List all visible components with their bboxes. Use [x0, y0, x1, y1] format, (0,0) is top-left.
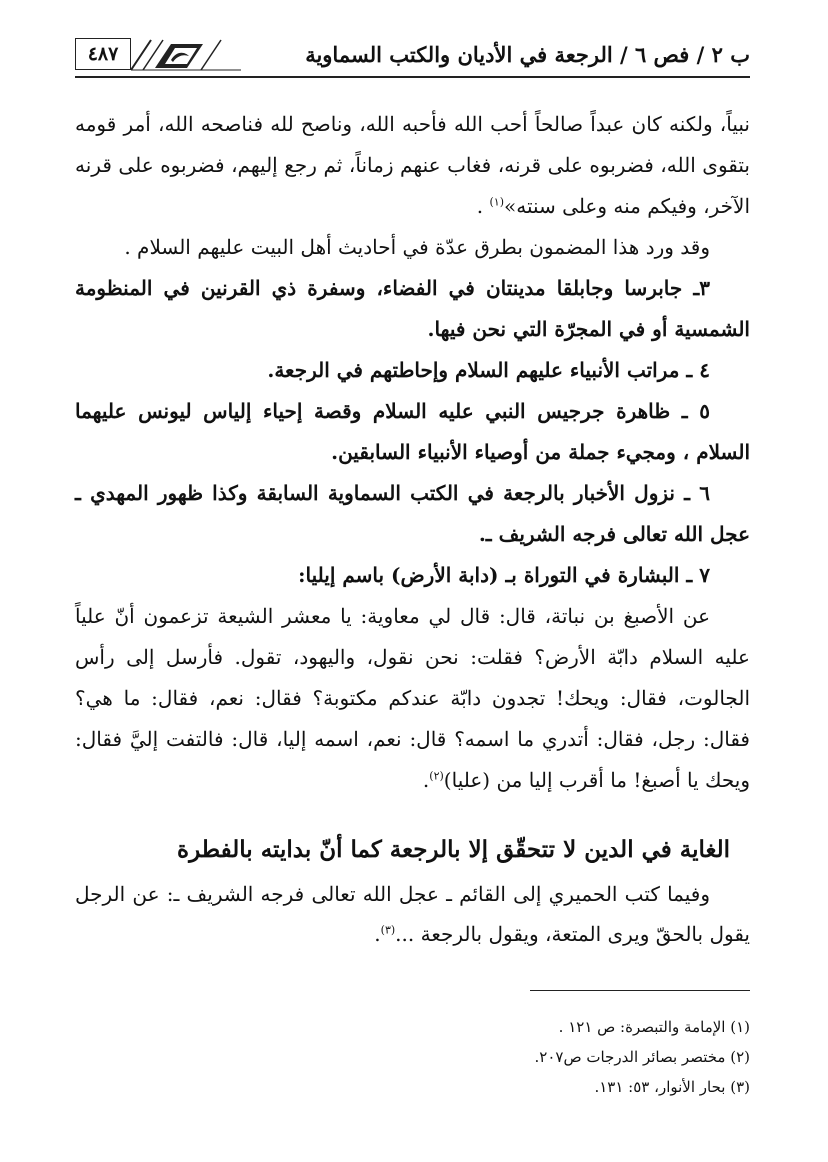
section-text: [75, 874, 750, 954]
paragraph-2: وقد ورد هذا المضمون بطرق عدّة في أحاديث أهل البيت عليهم السلام .: [124, 235, 710, 259]
paragraph-9: وفيما كتب الحميري إلى القائم ـ عجل الله تعالى فرجه الشريف ـ: عن الرجل يقول بالحقّ ويرى المتعة، ويقول بالرجعة ...$^{(٣)}$.: [75, 882, 750, 946]
list-item-7: ٧ ـ البشارة في التوراة بـ (دابة الأرض) باسم إيليا:: [298, 563, 710, 587]
list-item-6: ٦ ـ نزول الأخبار بالرجعة في الكتب السماوية السابقة وكذا ظهور المهدي ـ عجل الله تعالى فرجه الشريف ـ.: [75, 481, 750, 546]
footnote-divider: [530, 990, 750, 991]
page-header: [75, 36, 750, 78]
footnote-ref-1: (١): [489, 195, 504, 209]
list-item-5: ٥ ـ ظاهرة جرجيس النبي عليه السلام وقصة إحياء إلياس ليونس عليهما السلام ، ومجيء جملة من أوصياء الأنبياء السابقين.: [75, 399, 750, 464]
main-text: [75, 104, 750, 801]
footnote-2: (٢) مختصر بصائر الدرجات ص٢٠٧.: [534, 1048, 750, 1066]
list-item-3: ٣ـ جابرسا وجابلقا مدينتان في الفضاء، وسفرة ذي القرنين في المنظومة الشمسية أو في المجرّة التي نحن فيها.: [75, 276, 750, 341]
running-title: ب ٢ / فص ٦ / الرجعة في الأديان والكتب السماوية: [305, 42, 750, 67]
footnotes: [350, 1012, 750, 1102]
page-number: ٤٨٧: [75, 38, 131, 70]
ornament-icon: [131, 38, 241, 72]
section-heading: الغاية في الدين لا تتحقّق إلا بالرجعة كما أنّ بدايته بالفطرة: [177, 836, 730, 863]
paragraph-8: عن الأصبغ بن نباتة، قال: قال لي معاوية: يا معشر الشيعة تزعمون أنّ علياً عليه السلام دابّة الأرض؟ فقلت: نحن نقول، واليهود، تقول. فأرسل إلى رأس الجالوت، فقال: ويحك! تجدون دابّة عندكم مكتوبة؟ فقال: نعم، فقال: ما هي؟ فقال: رجل، فقال: أتدري ما اسمه؟ قال: نعم، اسمه إليا، قال: فالتفت إليَّ فقال: ويحك يا أصبغ! ما أقرب إليا من (عليا)$^{(٢)}$.: [75, 604, 750, 792]
footnote-ref-3: (٣): [380, 923, 396, 937]
footnote-ref-2: (٢): [429, 769, 444, 783]
paragraph-1: نبياً، ولكنه كان عبداً صالحاً أحب الله فأحبه الله، وناصح لله فناصحه الله، أمر قومه بتقوى الله، فضربوه على قرنه، فغاب عنهم زماناً، ثم رجع إليهم، فضربوه على قرنه الآخر، وفيكم منه وعلى سنته»$^{(١)}$ .: [75, 112, 750, 218]
footnote-3: (٣) بحار الأنوار، ٥٣: ١٣١.: [594, 1078, 750, 1096]
list-item-4: ٤ ـ مراتب الأنبياء عليهم السلام وإحاطتهم في الرجعة.: [267, 358, 710, 382]
footnote-1: (١) الإمامة والتبصرة: ص ١٢١ .: [558, 1018, 750, 1036]
